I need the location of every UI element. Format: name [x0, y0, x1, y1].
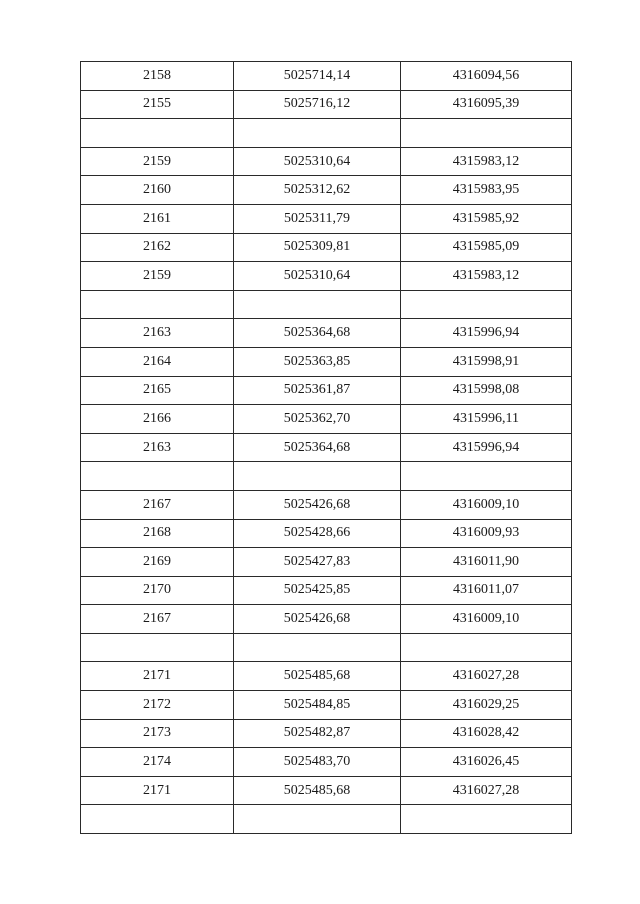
x-coordinate-cell: 5025310,64	[234, 262, 401, 291]
y-coordinate-cell: 4316027,28	[401, 776, 572, 805]
y-coordinate-cell: 4316009,10	[401, 490, 572, 519]
y-coordinate-cell: 4315983,12	[401, 262, 572, 291]
point-number-cell: 2164	[81, 347, 234, 376]
point-number-cell: 2172	[81, 691, 234, 720]
point-number-cell	[81, 805, 234, 834]
point-number-cell: 2167	[81, 490, 234, 519]
x-coordinate-cell: 5025485,68	[234, 776, 401, 805]
table-row	[81, 662, 572, 691]
point-number-cell: 2159	[81, 147, 234, 176]
table-row-empty	[81, 805, 572, 834]
y-coordinate-cell: 4315985,09	[401, 233, 572, 262]
x-coordinate-cell: 5025362,70	[234, 405, 401, 434]
y-coordinate-cell: 4315996,94	[401, 319, 572, 348]
y-coordinate-cell: 4315996,94	[401, 433, 572, 462]
point-number-cell: 2158	[81, 62, 234, 91]
table-row	[81, 748, 572, 777]
y-coordinate-cell: 4316028,42	[401, 719, 572, 748]
point-number-cell: 2171	[81, 776, 234, 805]
table-row	[81, 405, 572, 434]
x-coordinate-cell: 5025485,68	[234, 662, 401, 691]
x-coordinate-cell: 5025716,12	[234, 90, 401, 119]
x-coordinate-cell: 5025309,81	[234, 233, 401, 262]
x-coordinate-cell: 5025364,68	[234, 433, 401, 462]
y-coordinate-cell	[401, 462, 572, 491]
y-coordinate-cell: 4315998,08	[401, 376, 572, 405]
point-number-cell: 2170	[81, 576, 234, 605]
point-number-cell: 2163	[81, 319, 234, 348]
point-number-cell: 2163	[81, 433, 234, 462]
y-coordinate-cell: 4316094,56	[401, 62, 572, 91]
x-coordinate-cell: 5025361,87	[234, 376, 401, 405]
table-row	[81, 147, 572, 176]
x-coordinate-cell: 5025714,14	[234, 62, 401, 91]
y-coordinate-cell: 4316009,10	[401, 605, 572, 634]
point-number-cell: 2161	[81, 204, 234, 233]
x-coordinate-cell: 5025425,85	[234, 576, 401, 605]
table-row	[81, 233, 572, 262]
point-number-cell: 2159	[81, 262, 234, 291]
point-number-cell	[81, 633, 234, 662]
table-row	[81, 576, 572, 605]
y-coordinate-cell	[401, 290, 572, 319]
x-coordinate-cell: 5025426,68	[234, 605, 401, 634]
point-number-cell: 2165	[81, 376, 234, 405]
y-coordinate-cell: 4315983,12	[401, 147, 572, 176]
x-coordinate-cell: 5025428,66	[234, 519, 401, 548]
x-coordinate-cell: 5025363,85	[234, 347, 401, 376]
x-coordinate-cell: 5025426,68	[234, 490, 401, 519]
x-coordinate-cell	[234, 119, 401, 148]
y-coordinate-cell: 4316027,28	[401, 662, 572, 691]
point-number-cell: 2174	[81, 748, 234, 777]
x-coordinate-cell: 5025484,85	[234, 691, 401, 720]
point-number-cell	[81, 119, 234, 148]
point-number-cell: 2160	[81, 176, 234, 205]
y-coordinate-cell: 4316009,93	[401, 519, 572, 548]
x-coordinate-cell: 5025310,64	[234, 147, 401, 176]
x-coordinate-cell: 5025364,68	[234, 319, 401, 348]
x-coordinate-cell: 5025311,79	[234, 204, 401, 233]
table-row	[81, 90, 572, 119]
table-row	[81, 347, 572, 376]
x-coordinate-cell: 5025483,70	[234, 748, 401, 777]
table-row	[81, 319, 572, 348]
coordinates-table-body	[81, 62, 572, 834]
table-row	[81, 490, 572, 519]
point-number-cell: 2168	[81, 519, 234, 548]
table-row	[81, 719, 572, 748]
x-coordinate-cell	[234, 805, 401, 834]
y-coordinate-cell: 4316026,45	[401, 748, 572, 777]
x-coordinate-cell: 5025482,87	[234, 719, 401, 748]
table-row-empty	[81, 290, 572, 319]
coordinates-table	[80, 61, 572, 834]
table-row	[81, 376, 572, 405]
y-coordinate-cell	[401, 633, 572, 662]
table-row	[81, 262, 572, 291]
table-row	[81, 776, 572, 805]
point-number-cell: 2171	[81, 662, 234, 691]
table-row	[81, 605, 572, 634]
table-row	[81, 548, 572, 577]
y-coordinate-cell	[401, 119, 572, 148]
point-number-cell: 2166	[81, 405, 234, 434]
table-row	[81, 691, 572, 720]
x-coordinate-cell	[234, 462, 401, 491]
point-number-cell: 2169	[81, 548, 234, 577]
point-number-cell: 2155	[81, 90, 234, 119]
point-number-cell	[81, 462, 234, 491]
x-coordinate-cell	[234, 290, 401, 319]
point-number-cell: 2173	[81, 719, 234, 748]
table-row-empty	[81, 119, 572, 148]
table-row	[81, 62, 572, 91]
table-row	[81, 176, 572, 205]
x-coordinate-cell: 5025312,62	[234, 176, 401, 205]
y-coordinate-cell: 4316011,07	[401, 576, 572, 605]
y-coordinate-cell: 4316011,90	[401, 548, 572, 577]
table-row	[81, 433, 572, 462]
y-coordinate-cell	[401, 805, 572, 834]
table-row	[81, 519, 572, 548]
point-number-cell	[81, 290, 234, 319]
y-coordinate-cell: 4315983,95	[401, 176, 572, 205]
table-row	[81, 204, 572, 233]
y-coordinate-cell: 4315996,11	[401, 405, 572, 434]
point-number-cell: 2162	[81, 233, 234, 262]
table-row-empty	[81, 633, 572, 662]
table-row-empty	[81, 462, 572, 491]
y-coordinate-cell: 4316095,39	[401, 90, 572, 119]
x-coordinate-cell: 5025427,83	[234, 548, 401, 577]
y-coordinate-cell: 4315985,92	[401, 204, 572, 233]
x-coordinate-cell	[234, 633, 401, 662]
y-coordinate-cell: 4316029,25	[401, 691, 572, 720]
point-number-cell: 2167	[81, 605, 234, 634]
y-coordinate-cell: 4315998,91	[401, 347, 572, 376]
